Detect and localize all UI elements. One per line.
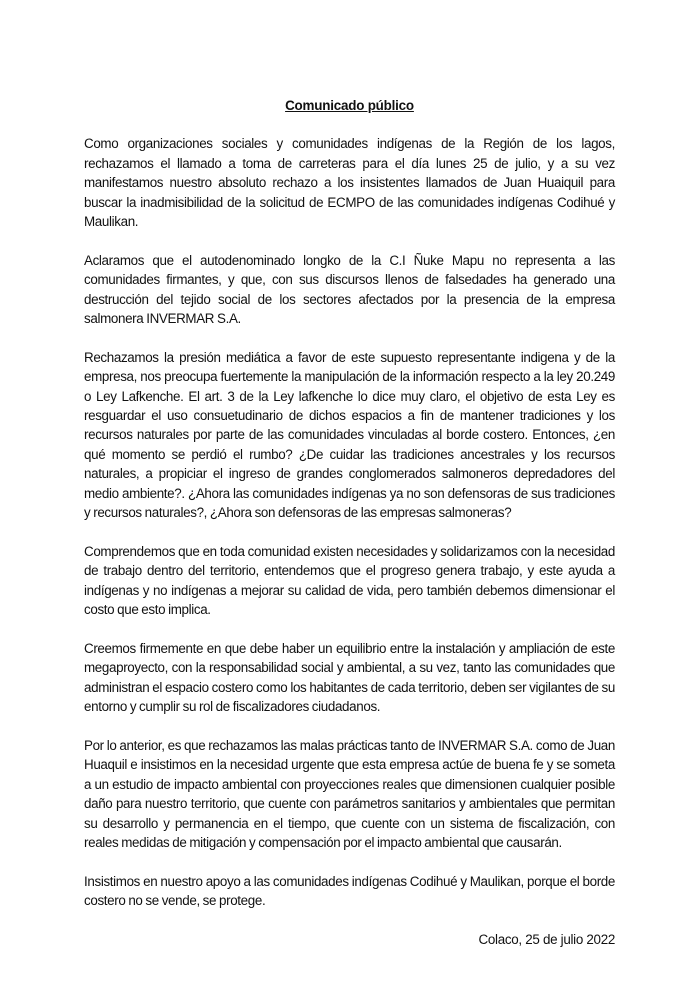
paragraph-3: Rechazamos la presión mediática a favor de este supuesto representante indigena y de la empresa, nos preocupa fuertemente la manipulación de la información respecto a la ley 20.249 o Ley Lafkenche. El art. 3 de la Ley lafkenche lo dice muy claro, el objetivo de esta Ley es resguardar el uso consuetudinario de dichos espacios a fin de mantener tradiciones y los recursos naturales por parte de las comunidades vinculadas al borde costero. Entonces, ¿en qué momento se perdió el rumbo? ¿De cuidar las tradiciones ancestrales y los recursos naturales, a propiciar el ingreso de grandes conglomerados salmoneros depredadores del medio ambiente?. ¿Ahora las comunidades indígenas ya no son defensoras de sus tradiciones y recursos naturales?, ¿Ahora son defensoras de las empresas salmoneras? [84, 349, 615, 521]
signature-place-date: Colaco, 25 de julio 2022 [478, 931, 615, 947]
paragraph-7: Insistimos en nuestro apoyo a las comunidades indígenas Codihué y Maulikan, porque el borde costero no se vende, se protege. [84, 873, 615, 909]
paragraph-2: Aclaramos que el autodenominado longko de la C.I Ñuke Mapu no representa a las comunidades firmantes, y que, con sus discursos llenos de falsedades ha generado una destrucción del tejido social de los sectores afectados por la presencia de la empresa salmonera INVERMAR S.A. [84, 252, 615, 327]
document-title: Comunicado público [285, 98, 414, 113]
paragraph-4: Comprendemos que en toda comunidad existen necesidades y solidarizamos con la necesidad de trabajo dentro del territorio, entendemos que el progreso genera trabajo, y este ayuda a indígenas y no indígenas a mejorar su calidad de vida, pero también debemos dimensionar el costo que esto implica. [84, 543, 615, 618]
paragraph-5: Creemos firmemente en que debe haber un equilibrio entre la instalación y ampliación de este megaproyecto, con la responsabilidad social y ambiental, a su vez, tanto las comunidades que administran el espacio costero como los habitantes de cada territorio, deben ser vigilantes de su entorno y cumplir su rol de fiscalizadores ciudadanos. [84, 640, 615, 715]
paragraph-1: Como organizaciones sociales y comunidades indígenas de la Región de los lagos, rechazamos el llamado a toma de carreteras para el día lunes 25 de julio, y a su vez manifestamos nuestro absoluto rechazo a los insistentes llamados de Juan Huaiquil para buscar la inadmisibilidad de la solicitud de ECMPO de las comunidades indígenas Codihué y Maulikan. [84, 136, 615, 230]
paragraph-6: Por lo anterior, es que rechazamos las malas prácticas tanto de INVERMAR S.A. como de Juan Huaquil e insistimos en la necesidad urgente que esta empresa actúe de buena fe y se someta a un estudio de impacto ambiental con proyecciones reales que dimensionen cualquier posible daño para nuestro territorio, que cuente con parámetros sanitarios y ambientales que permitan su desarrollo y permanencia en el tiempo, que cuente con un sistema de fiscalización, con reales medidas de mitigación y compensación por el impacto ambiental que causarán. [84, 737, 615, 850]
document-page [84, 96, 615, 949]
